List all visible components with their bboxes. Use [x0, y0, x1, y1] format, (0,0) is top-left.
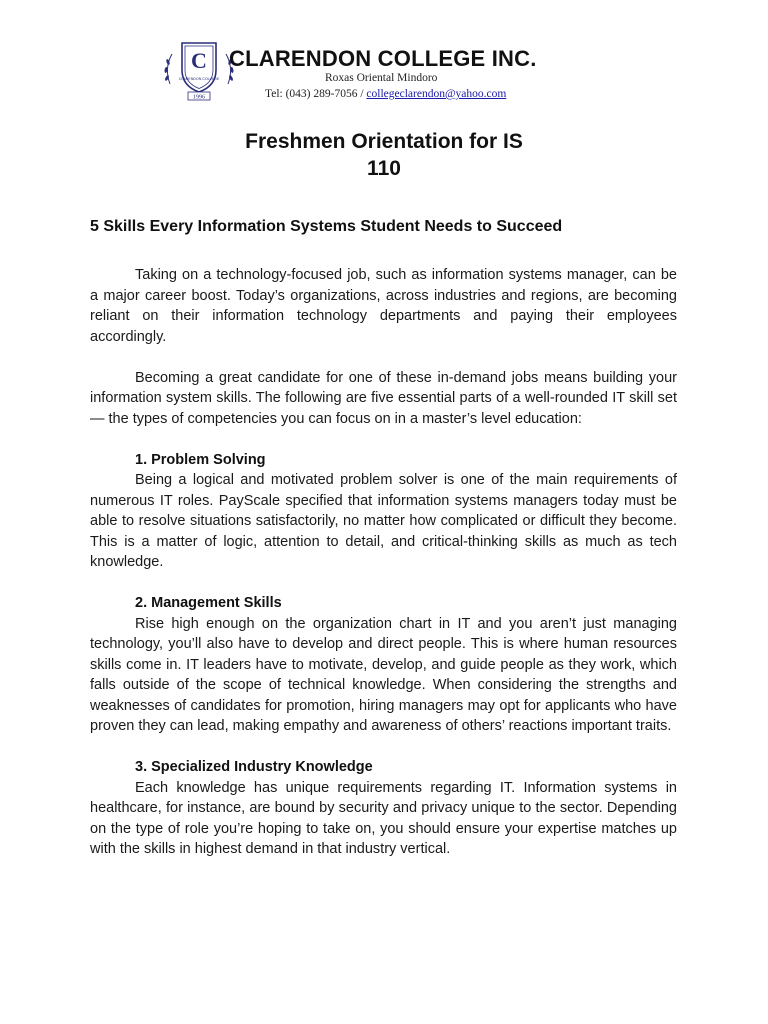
college-seal-logo [160, 40, 238, 102]
section-heading-management-skills: 2. Management Skills [135, 595, 282, 611]
contact-tel: Tel: (043) 289-7056 / [265, 88, 367, 100]
document-body [90, 265, 677, 860]
contact-email-link[interactable]: collegeclarendon@yahoo.com [366, 88, 507, 100]
title-line-2: 110 [367, 157, 401, 180]
intro-paragraph-2: Becoming a great candidate for one of these in-demand jobs means building your information system skills. The following are five essential parts of a well-rounded IT skill set — the types of competencies you can focus on in a master’s level education: [90, 369, 677, 427]
letterhead [160, 40, 580, 104]
college-address: Roxas Oriental Mindoro [325, 72, 438, 84]
document-title [0, 128, 768, 182]
title-line-1: Freshmen Orientation for IS [245, 130, 523, 153]
section-heading-problem-solving: 1. Problem Solving [135, 451, 266, 468]
intro-paragraph-1: Taking on a technology-focused job, such as information systems manager, can be a major career boost. Today’s organizations, across industries and regions, are becoming reliant on their information technology departments and paying their employees accordingly. [90, 267, 677, 345]
seal-ring-text: CLARENDON COLLEGE [178, 77, 220, 81]
seal-year: 1996 [193, 94, 205, 101]
college-name: CLARENDON COLLEGE INC. [229, 46, 537, 71]
college-contact [265, 88, 506, 100]
document-subtitle: 5 Skills Every Information Systems Student Needs to Succeed [90, 218, 563, 235]
seal-initial: C [191, 48, 207, 73]
section-heading-industry-knowledge: 3. Specialized Industry Knowledge [135, 759, 373, 775]
section-text-problem-solving: Being a logical and motivated problem solver is one of the main requirements of numerous IT roles. PayScale specified that information systems managers today must be able to resolve situations satisfactorily, no matter how complicated or difficult they become. This is a matter of logic, attention to detail, and critical-thinking skills as much as tech knowledge. [90, 472, 677, 570]
section-text-management-skills: Rise high enough on the organization chart in IT and you aren’t just managing technology, you’ll also have to develop and direct people. This is where human resources skills come in. IT leaders have to motivate, develop, and guide people as they work, which falls outside of the scope of technical knowledge. When considering the strengths and weaknesses of candidates for promotion, hiring managers may opt for applicants who have proven they can lead, making empathy and awareness of others’ reactions important traits. [90, 615, 677, 734]
section-text-industry-knowledge: Each knowledge has unique requirements regarding IT. Information systems in healthcare, for instance, are bound by security and privacy unique to the sector. Depending on the type of role you’re hoping to take on, you should ensure your expertise matches up with the skills in highest demand in that industry vertical. [90, 779, 677, 857]
